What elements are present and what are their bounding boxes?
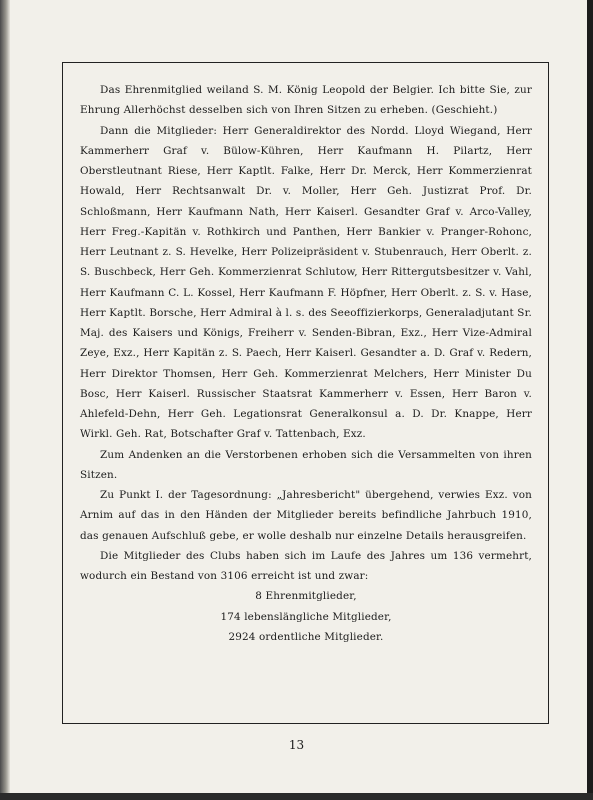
paragraph-deceased-members: Dann die Mitglieder: Herr Generaldirektor des Nordd. Lloyd Wiegand, Herr Kammerherr Graf v. Bülow-Kühren, Herr Kaufmann H. Pilartz, Herr Oberstleutnant Riese, Herr Kaptlt. Falke, Herr Dr. Merck, Herr Kommerzienrat Howald, Herr Rechtsanwalt Dr. v. Moller, Herr Geh. Justizrat Prof. Dr. Schloßmann, Herr Kaufmann Nath, Herr Kaiserl. Gesandter Graf v. Arco-Valley, Herr Freg.-Kapitän v. Rothkirch und Panthen, Herr Bankier v. Pranger-Rohonc, Herr Leutnant z. S. Hevelke, Herr Polizeipräsident v. Stubenrauch, Herr Oberlt. z. S. Buschbeck, Herr Geh. Kommerzienrat Schlutow, Herr Rittergutsbesitzer v. Vahl, Herr Kaufmann C. L. Kossel, Herr Kaufmann F. Höpfner, Herr Oberlt. z. S. v. Hase, Herr Kaptlt. Borsche, Herr Admiral à l. s. des Seeoffizierkorps, Generaladjutant Sr. Maj. des Kaisers und Königs, Freiherr v. Senden-Bibran, Exz., Herr Vize-Admiral Zeye, Exz., Herr Kapitän z. S. Paech, Herr Kaiserl. Gesandter a. D. Graf v. Redern, Herr Direktor Thomsen, Herr Geh. Kommerzienrat Melchers, Herr Minister Du Bosc, Herr Kaiserl. Russischer Staatsrat Kammerherr v. Essen, Herr Baron v. Ahlefeld-Dehn, Herr Geh. Legationsrat Generalkonsul a. D. Dr. Knappe, Herr Wirkl. Geh. Rat, Botschafter Graf v. Tattenbach, Exz. (80, 124, 532, 441)
list-item: 2924 ordentliche Mitglieder. (228, 630, 384, 643)
body-text (80, 80, 532, 647)
page-edge-bottom (0, 793, 593, 800)
paragraph-membership: Die Mitglieder des Clubs haben sich im Laufe des Jahres um 136 vermehrt, wodurch ein Bestand von 3106 erreicht ist und zwar: (80, 549, 532, 582)
list-item: 8 Ehrenmitglieder, (255, 590, 357, 603)
page-number: 13 (288, 738, 305, 752)
paragraph-remembrance: Zum Andenken an die Verstorbenen erhoben sich die Versammelten von ihren Sitzen. (80, 448, 532, 481)
page-edge-right (587, 0, 593, 800)
paragraph-annual-report: Zu Punkt I. der Tagesordnung: „Jahresbericht" übergehend, verwies Exz. von Arnim auf das in den Händen der Mitglieder bereits befindliche Jahrbuch 1910, das genauen Aufschluß gebe, er wolle deshalb nur einzelne Details herausgreifen. (80, 489, 532, 542)
list-item: 174 lebenslängliche Mitglieder, (220, 610, 392, 623)
membership-list (80, 586, 532, 647)
book-gutter-shadow (0, 0, 10, 800)
paragraph-deceased-honorary-member: Das Ehrenmitglied weiland S. M. König Leopold der Belgier. Ich bitte Sie, zur Ehrung Allerhöchst desselben sich von Ihren Sitzen zu erheben. (Geschieht.) (80, 84, 532, 117)
